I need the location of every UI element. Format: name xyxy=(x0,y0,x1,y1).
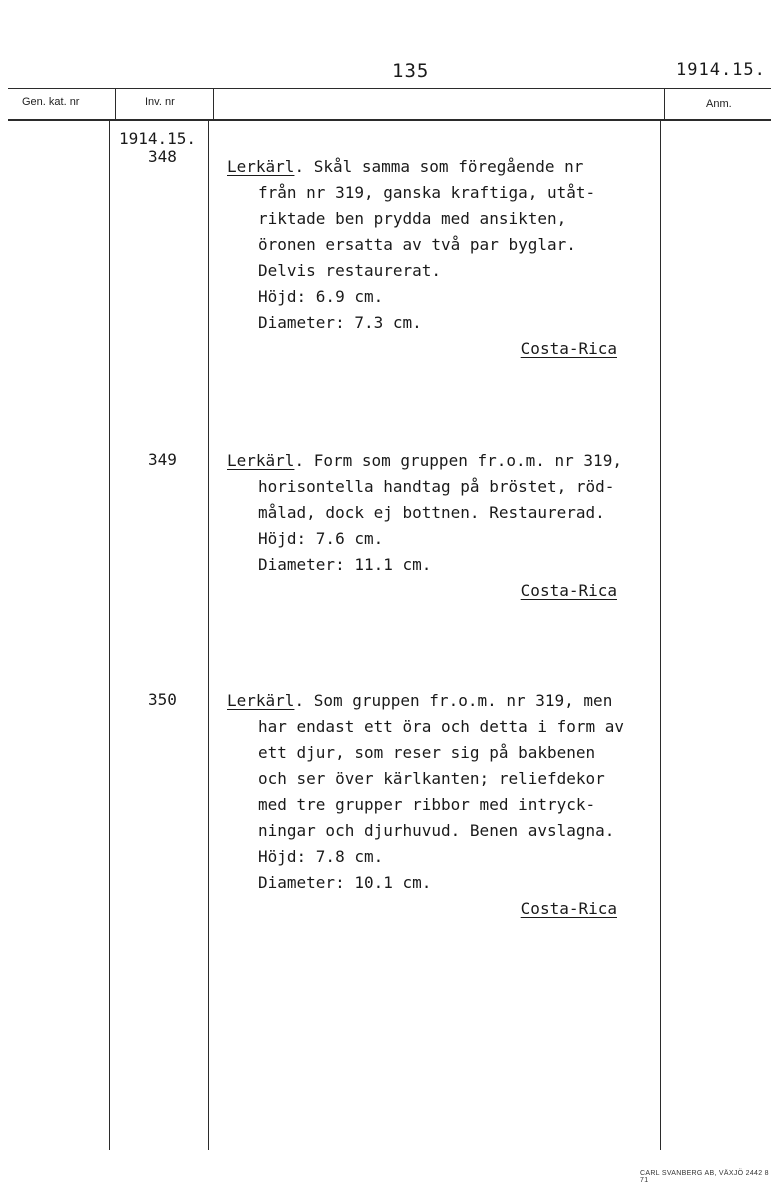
origin-label: Costa-Rica xyxy=(520,899,617,918)
column-divider-1 xyxy=(115,89,116,120)
catalog-entry: Lerkärl. Skål samma som föregående nr från nr 319, ganska kraftiga, utåt- riktade ben prydda med ansikten, öronen ersatta av två par byglar. Delvis restaurerat. Höjd: 6.9 cm. Diameter: 7.3 cm. Costa-Rica xyxy=(227,157,617,358)
printer-imprint: CARL SVANBERG AB, VÄXJÖ 2442 8 71 xyxy=(640,1170,769,1184)
catalog-entry: Lerkärl. Form som gruppen fr.o.m. nr 319, horisontella handtag på bröstet, röd- målad, dock ej bottnen. Restaurerad. Höjd: 7.6 cm. Diameter: 11.1 cm. Costa-Rica xyxy=(227,451,622,600)
inventory-number: 350 xyxy=(148,690,177,709)
column-header-anm: Anm. xyxy=(706,98,732,110)
object-term: Lerkärl xyxy=(227,157,295,176)
origin-label: Costa-Rica xyxy=(520,581,617,600)
column-divider-3 xyxy=(664,89,665,120)
object-term: Lerkärl xyxy=(227,451,295,470)
column-header-gen-kat-nr: Gen. kat. nr xyxy=(22,96,80,108)
inventory-number: 1914.15. 348 xyxy=(119,129,197,166)
body-divider-1 xyxy=(109,121,110,1150)
page-number: 135 xyxy=(392,60,430,82)
header-bottom-rule xyxy=(8,119,771,121)
catalog-entry: Lerkärl. Som gruppen fr.o.m. nr 319, men har endast ett öra och detta i form av ett djur, som reser sig på bakbenen och ser över kärlkanten; reliefdekor med tre grupper ribbor med intryck- ningar och djurhuvud. Benen avslagna. Höjd: 7.8 cm. Diameter: 10.1 cm. Costa-Rica xyxy=(227,691,625,918)
column-divider-2 xyxy=(213,89,214,120)
header-top-rule xyxy=(8,88,771,89)
page-reference: 1914.15. xyxy=(676,60,766,80)
inventory-number: 349 xyxy=(148,450,177,469)
body-divider-2 xyxy=(208,121,209,1150)
column-header-inv-nr: Inv. nr xyxy=(145,96,175,108)
object-term: Lerkärl xyxy=(227,691,295,710)
origin-label: Costa-Rica xyxy=(520,339,617,358)
